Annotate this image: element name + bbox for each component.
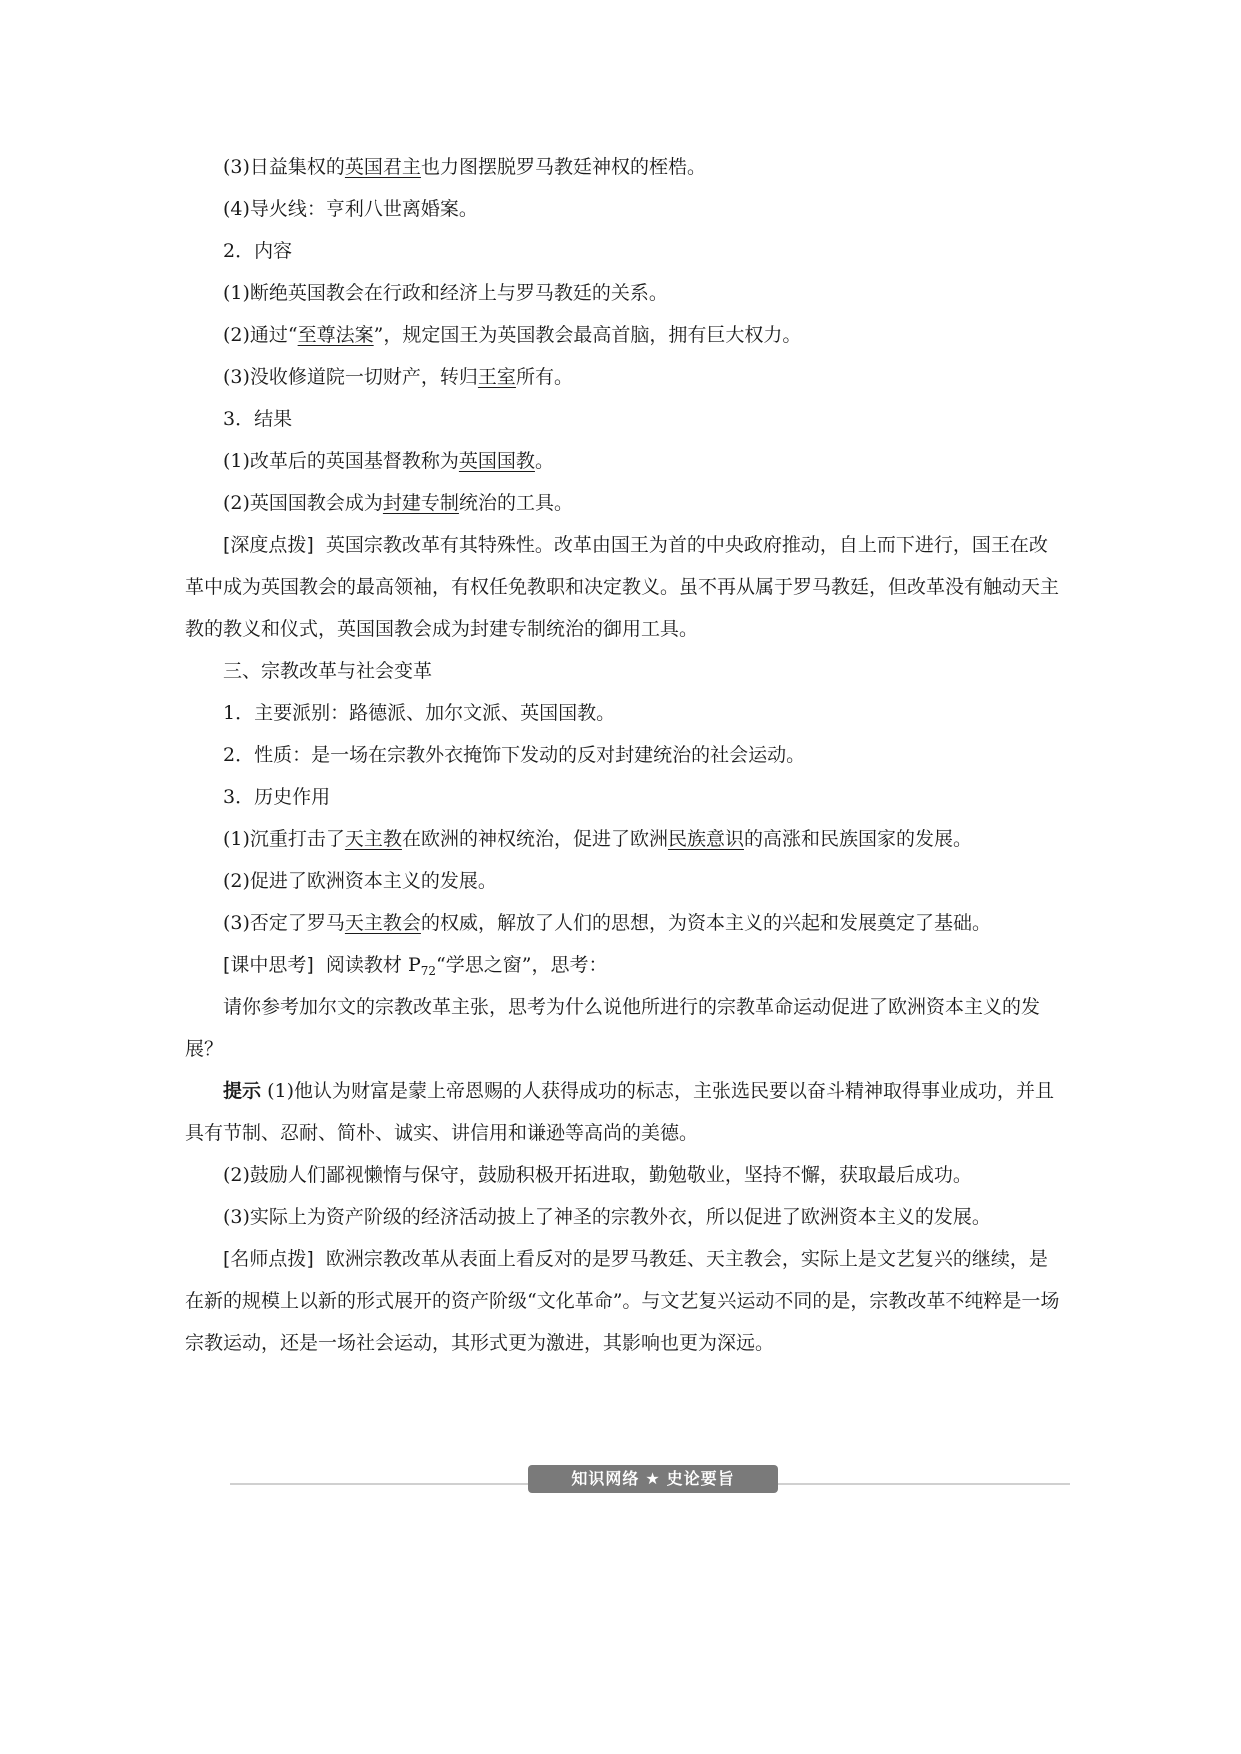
impact-item: (2)促进了欧洲资本主义的发展。: [223, 870, 497, 892]
teacher-tip-paragraph: [185, 1238, 1065, 1364]
underlined-term: 天主教: [344, 828, 402, 850]
content-item: [185, 314, 1065, 356]
hint-paragraph: [185, 1070, 1065, 1154]
text: 的权威，解放了人们的思想，为资本主义的兴起和发展奠定了基础。: [420, 912, 991, 934]
text: (3)否定了罗马: [223, 912, 345, 934]
hint-label: 提示: [223, 1080, 262, 1102]
page-subscript: 72: [420, 964, 437, 978]
impact-item: [185, 818, 1065, 860]
text: 所有。: [515, 366, 573, 388]
hint-paragraph: (3)实际上为资产阶级的经济活动披上了神圣的宗教外衣，所以促进了欧洲资本主义的发展。: [223, 1206, 991, 1228]
deep-tip-paragraph: [185, 524, 1065, 650]
background-item: [185, 146, 1065, 188]
banner-right-label: 史论要旨: [666, 1469, 735, 1488]
section-banner: [230, 1463, 1070, 1497]
document-body: [185, 146, 1065, 1364]
text: (3)没收修道院一切财产，转归: [223, 366, 478, 388]
question-paragraph: 请你参考加尔文的宗教改革主张，思考为什么说他所进行的宗教革命运动促进了欧洲资本主义的发展？: [185, 996, 1041, 1060]
underlined-term: 天主教会: [344, 912, 421, 934]
underlined-term: 英国国教: [458, 450, 535, 472]
banner-left-label: 知识网络: [571, 1469, 640, 1488]
teacher-tip-text: 欧洲宗教改革从表面上看反对的是罗马教廷、天主教会，实际上是文艺复兴的继续，是在新的规模上以新的形式展开的资产阶级“文化革命”。与文艺复兴运动不同的是，宗教改革不纯粹是一场宗教运动，还是一场社会运动，其形式更为激进，其影响也更为深远。: [185, 1248, 1060, 1354]
result-item: [185, 482, 1065, 524]
text: ”，规定国王为英国教会最高首脑，拥有巨大权力。: [373, 324, 802, 346]
impact-heading: 3．历史作用: [223, 786, 331, 808]
result-item: [185, 440, 1065, 482]
underlined-term: 民族意识: [667, 828, 744, 850]
text: 也力图摆脱罗马教廷神权的桎梏。: [420, 156, 706, 178]
text: 。: [534, 450, 554, 472]
class-think-line: [185, 944, 1065, 986]
text: (1)沉重打击了: [223, 828, 345, 850]
text: (2)英国国教会成为: [223, 492, 383, 514]
hint-paragraph: (2)鼓励人们鄙视懒惰与保守，鼓励积极开拓进取，勤勉敬业，坚持不懈，获取最后成功。: [223, 1164, 972, 1186]
deep-tip-tag: [深度点拨]: [223, 534, 314, 556]
text: (4)导火线：亨利八世离婚案。: [223, 198, 478, 220]
text: 的高涨和民族国家的发展。: [743, 828, 972, 850]
star-icon: ★: [645, 1469, 661, 1488]
underlined-term: 封建专制: [382, 492, 459, 514]
content-item: [185, 356, 1065, 398]
banner-badge: [528, 1465, 778, 1493]
factions-line: 1．主要派别：路德派、加尔文派、英国国教。: [223, 702, 616, 724]
underlined-term: 王室: [477, 366, 516, 388]
underlined-term: 至尊法案: [297, 324, 374, 346]
text: “学思之窗”，思考：: [436, 954, 608, 976]
text: 在欧洲的神权统治，促进了欧洲: [401, 828, 668, 850]
section-title: 三、宗教改革与社会变革: [223, 660, 433, 682]
class-think-tag: [课中思考]: [223, 954, 314, 976]
content-heading: 2．内容: [223, 240, 293, 262]
underlined-term: 英国君主: [344, 156, 421, 178]
text: 阅读教材 P: [325, 954, 421, 976]
hint-text: (1)他认为财富是蒙上帝恩赐的人获得成功的标志，主张选民要以奋斗精神取得事业成功，并且具有节制、忍耐、简朴、诚实、讲信用和谦逊等高尚的美德。: [185, 1080, 1054, 1144]
text: (2)通过“: [223, 324, 298, 346]
result-heading: 3．结果: [223, 408, 293, 430]
text: 统治的工具。: [458, 492, 573, 514]
text: (3)日益集权的: [223, 156, 345, 178]
nature-line: 2．性质：是一场在宗教外衣掩饰下发动的反对封建统治的社会运动。: [223, 744, 806, 766]
impact-item: [185, 902, 1065, 944]
background-item: [185, 188, 1065, 230]
content-item: [185, 272, 1065, 314]
deep-tip-text: 英国宗教改革有其特殊性。改革由国王为首的中央政府推动，自上而下进行，国王在改革中成为英国教会的最高领袖，有权任免教职和决定教义。虽不再从属于罗马教廷，但改革没有触动天主教的教义和仪式，英国国教会成为封建专制统治的御用工具。: [185, 534, 1060, 640]
text: (1)改革后的英国基督教称为: [223, 450, 459, 472]
text: (1)断绝英国教会在行政和经济上与罗马教廷的关系。: [223, 282, 668, 304]
teacher-tip-tag: [名师点拨]: [223, 1248, 314, 1270]
